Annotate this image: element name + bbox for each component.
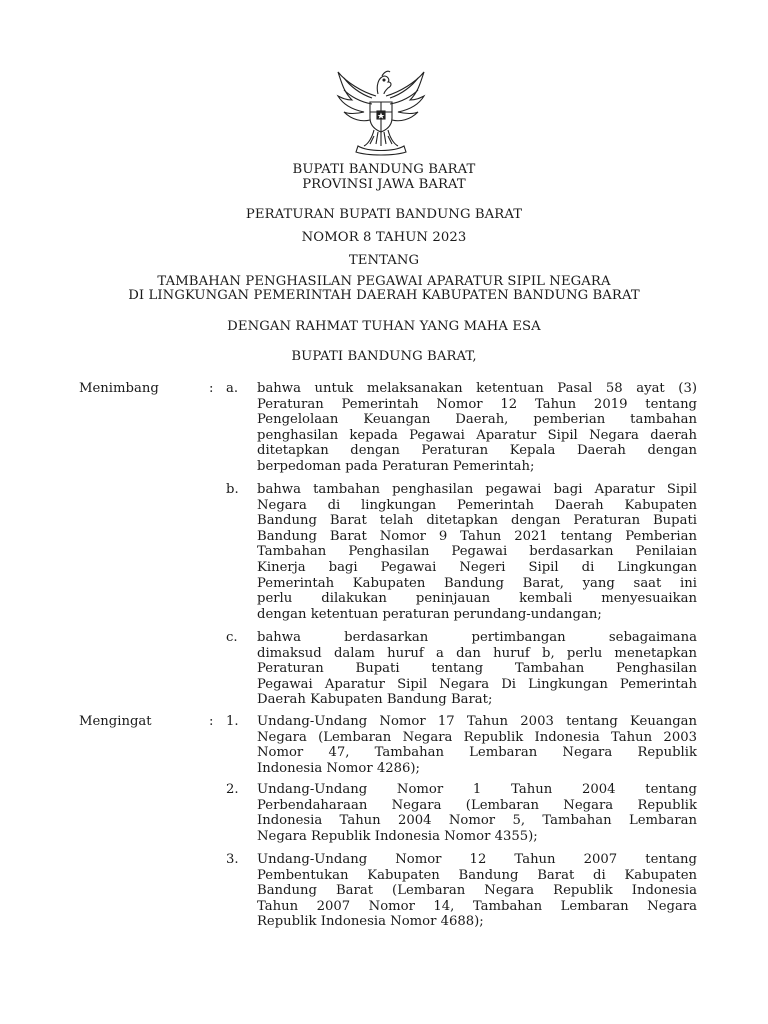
text-line: Pemerintah Kabupaten Bandung Barat, yang saat ini xyxy=(257,575,697,591)
text-line: Indonesia Tahun 2004 Nomor 5, Tambahan Lembaran xyxy=(257,813,697,829)
item-marker: 1. xyxy=(226,714,239,729)
subject-line-2: DI LINGKUNGAN PEMERINTAH DAERAH KABUPATEN BANDUNG BARAT xyxy=(128,288,640,303)
regulation-number: NOMOR 8 TAHUN 2023 xyxy=(301,230,467,245)
item-marker: a. xyxy=(226,381,239,396)
text-line: bahwa tambahan penghasilan pegawai bagi Aparatur Sipil xyxy=(257,482,697,497)
text-line: Undang-Undang Nomor 1 Tahun 2004 tentang xyxy=(257,782,697,797)
item-marker: c. xyxy=(226,630,238,645)
header-line-2: PROVINSI JAWA BARAT xyxy=(302,177,466,192)
mengingat-colon: : xyxy=(209,714,214,729)
text-line: Undang-Undang Nomor 17 Tahun 2003 tentang Keuangan xyxy=(257,714,697,729)
item-marker: 3. xyxy=(226,852,239,867)
text-line: Bandung Barat (Lembaran Negara Republik Indonesia xyxy=(257,883,697,899)
text-line: Daerah Kabupaten Bandung Barat; xyxy=(257,692,493,708)
text-line: Negara di lingkungan Pemerintah Daerah Kabupaten xyxy=(257,497,697,513)
text-line: berpedoman pada Peraturan Pemerintah; xyxy=(257,458,535,474)
text-line: Pembentukan Kabupaten Bandung Barat di Kabupaten xyxy=(257,867,697,883)
text-line: Kinerja bagi Pegawai Negeri Sipil di Lingkungan xyxy=(257,559,697,575)
text-line: Perbendaharaan Negara (Lembaran Negara Republik xyxy=(257,797,697,813)
about-label: TENTANG xyxy=(348,253,420,268)
text-line: Nomor 47, Tambahan Lembaran Negara Republik xyxy=(257,745,697,761)
text-line: penghasilan kepada Pegawai Aparatur Sipil Negara daerah xyxy=(257,427,697,443)
text-line: Tahun 2007 Nomor 14, Tambahan Lembaran Negara xyxy=(257,898,697,914)
official-line: BUPATI BANDUNG BARAT, xyxy=(291,349,477,364)
item-text xyxy=(257,381,697,475)
garuda-emblem-icon xyxy=(332,66,430,158)
text-line: Bandung Barat telah ditetapkan dengan Peraturan Bupati xyxy=(257,513,697,529)
item-text xyxy=(257,714,697,776)
item-text xyxy=(257,630,697,708)
blessing-line: DENGAN RAHMAT TUHAN YANG MAHA ESA xyxy=(227,319,541,334)
mengingat-label: Mengingat xyxy=(79,714,152,729)
text-line: Undang-Undang Nomor 12 Tahun 2007 tentang xyxy=(257,852,697,867)
item-marker: 2. xyxy=(226,782,239,797)
subject-line-1: TAMBAHAN PENGHASILAN PEGAWAI APARATUR SIPIL NEGARA xyxy=(157,274,611,289)
item-text xyxy=(257,482,697,622)
text-line: dengan ketentuan peraturan perundang-undangan; xyxy=(257,606,602,622)
text-line: Pegawai Aparatur Sipil Negara Di Lingkungan Pemerintah xyxy=(257,676,697,692)
text-line: dimaksud dalam huruf a dan huruf b, perlu menetapkan xyxy=(257,645,697,661)
menimbang-colon: : xyxy=(209,381,214,396)
text-line: Peraturan Bupati tentang Tambahan Penghasilan xyxy=(257,661,697,677)
text-line: Peraturan Pemerintah Nomor 12 Tahun 2019 tentang xyxy=(257,396,697,412)
item-text xyxy=(257,782,697,844)
text-line: Tambahan Penghasilan Pegawai berdasarkan Penilaian xyxy=(257,544,697,560)
text-line: Indonesia Nomor 4286); xyxy=(257,760,420,776)
text-line: bahwa untuk melaksanakan ketentuan Pasal 58 ayat (3) xyxy=(257,381,697,396)
text-line: Bandung Barat Nomor 9 Tahun 2021 tentang Pemberian xyxy=(257,528,697,544)
text-line: Republik Indonesia Nomor 4688); xyxy=(257,914,484,930)
item-marker: b. xyxy=(226,482,239,497)
text-line: Pengelolaan Keuangan Daerah, pemberian tambahan xyxy=(257,412,697,428)
header-line-1: BUPATI BANDUNG BARAT xyxy=(292,162,476,177)
item-text xyxy=(257,852,697,930)
text-line: Negara (Lembaran Negara Republik Indonesia Tahun 2003 xyxy=(257,729,697,745)
regulation-title: PERATURAN BUPATI BANDUNG BARAT xyxy=(245,207,523,222)
text-line: ditetapkan dengan Peraturan Kepala Daerah dengan xyxy=(257,443,697,459)
menimbang-label: Menimbang xyxy=(79,381,159,396)
text-line: Negara Republik Indonesia Nomor 4355); xyxy=(257,828,538,844)
text-line: bahwa berdasarkan pertimbangan sebagaimana xyxy=(257,630,697,645)
text-line: perlu dilakukan peninjauan kembali menyesuaikan xyxy=(257,591,697,607)
